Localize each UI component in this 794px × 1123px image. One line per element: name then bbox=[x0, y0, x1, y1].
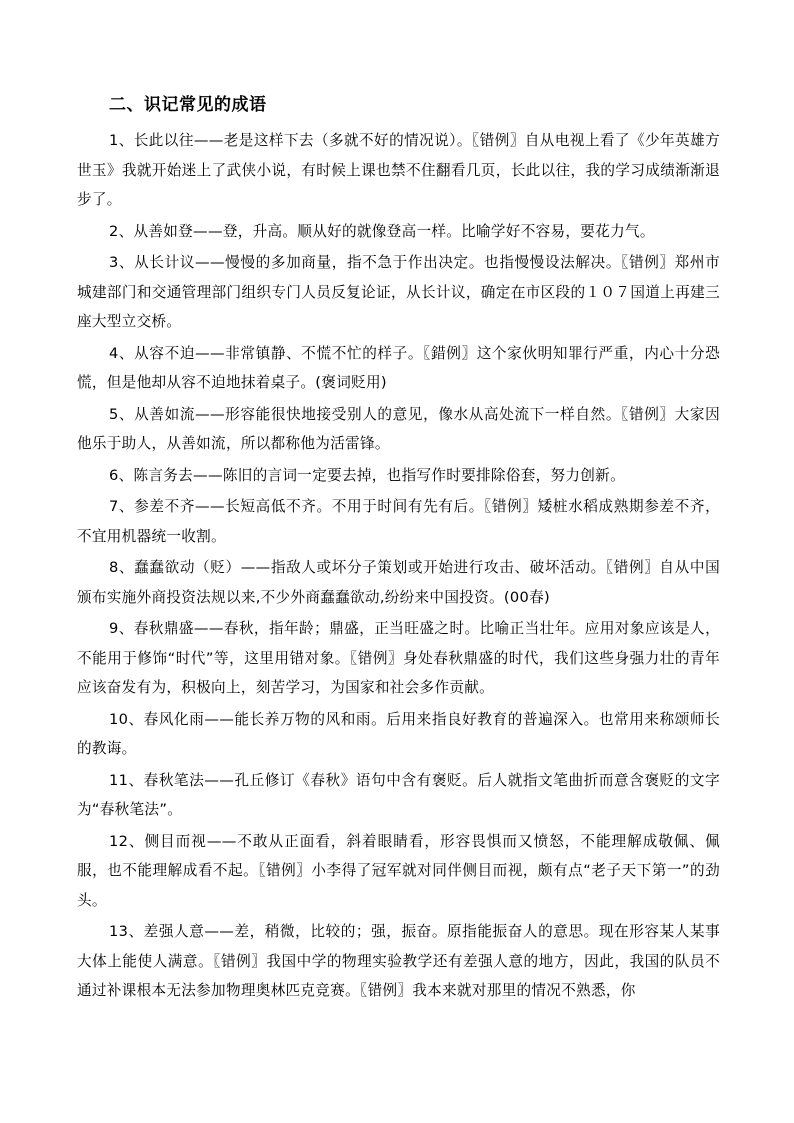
idiom-entry: 3、从长计议——慢慢的多加商量，指不急于作出决定。也指慢慢设法解决。〖错例〗郑州市城建部门和交通管理部门组织专门人员反复论证，从长计议，确定在市区段的１０７国道上再建三座大型立交桥。 bbox=[77, 254, 720, 330]
idiom-entry: 9、春秋鼎盛——春秋，指年龄；鼎盛，正当旺盛之时。比喻正当壮年。应用对象应该是人，不能用于修饰“时代”等，这里用错对象。〖错例〗身处春秋鼎盛的时代，我们这些身强力壮的青年应该奋发有为，积极向上，刻苦学习，为国家和社会多作贡献。 bbox=[77, 620, 720, 696]
idiom-entry: 8、蠢蠢欲动（贬）——指敌人或坏分子策划或开始进行攻击、破坏活动。〖错例〗自从中国颁布实施外商投资法规以来,不少外商蠢蠢欲动,纷纷来中国投资。(00春) bbox=[77, 559, 720, 606]
idiom-entry: 13、差强人意——差，稍微，比较的；强，振奋。原指能振奋人的意思。现在形容某人某事大体上能使人满意。〖错例〗我国中学的物理实验教学还有差强人意的地方，因此，我国的队员不通过补课根本无法参加物理奥林匹克竞赛。〖错例〗我本来就对那里的情况不熟悉，你 bbox=[77, 923, 720, 999]
idiom-entry: 7、参差不齐——长短高低不齐。不用于时间有先有后。〖错例〗矮桩水稻成熟期参差不齐，不宜用机器统一收割。 bbox=[77, 498, 720, 545]
idiom-entry: 5、从善如流——形容能很快地接受别人的意见，像水从高处流下一样自然。〖错例〗大家因他乐于助人，从善如流，所以都称他为活雷锋。 bbox=[77, 405, 720, 452]
idiom-entry: 2、从善如登——登，升高。顺从好的就像登高一样。比喻学好不容易，要花力气。 bbox=[109, 222, 655, 240]
idiom-entry: 11、春秋笔法——孔丘修订《春秋》语句中含有褒贬。后人就指文笔曲折而意含褒贬的文字为“春秋笔法”。 bbox=[77, 771, 720, 818]
idiom-entry: 12、侧目而视——不敢从正面看，斜着眼睛看，形容畏惧而又愤怒，不能理解成敬佩、佩服，也不能理解成看不起。〖错例〗小李得了冠军就对同伴侧目而视，颇有点“老子天下第一”的劲头。 bbox=[77, 832, 720, 909]
idiom-entry: 10、春风化雨——能长养万物的风和雨。后用来指良好教育的普遍深入。也常用来称颂师长的教诲。 bbox=[77, 710, 720, 757]
idiom-entry: 4、从容不迫——非常镇静、不慌不忙的样子。〖錯例〗这个家伙明知罪行严重，内心十分恐慌，但是他却从容不迫地抹着桌子。(褒词贬用) bbox=[77, 344, 720, 391]
idiom-entry: 6、陈言务去——陈旧的言词一定要去掉，也指写作时要排除俗套，努力创新。 bbox=[109, 466, 625, 484]
idiom-list bbox=[77, 126, 720, 1008]
section-title: 二、识记常见的成语 bbox=[109, 95, 267, 115]
idiom-entry: 1、长此以往——老是这样下去（多就不好的情况说）。〖错例〗自从电视上看了《少年英雄方世玉》我就开始迷上了武侠小说，有时候上课也禁不住翻看几页，长此以往，我的学习成绩渐渐退步了。 bbox=[77, 132, 720, 208]
